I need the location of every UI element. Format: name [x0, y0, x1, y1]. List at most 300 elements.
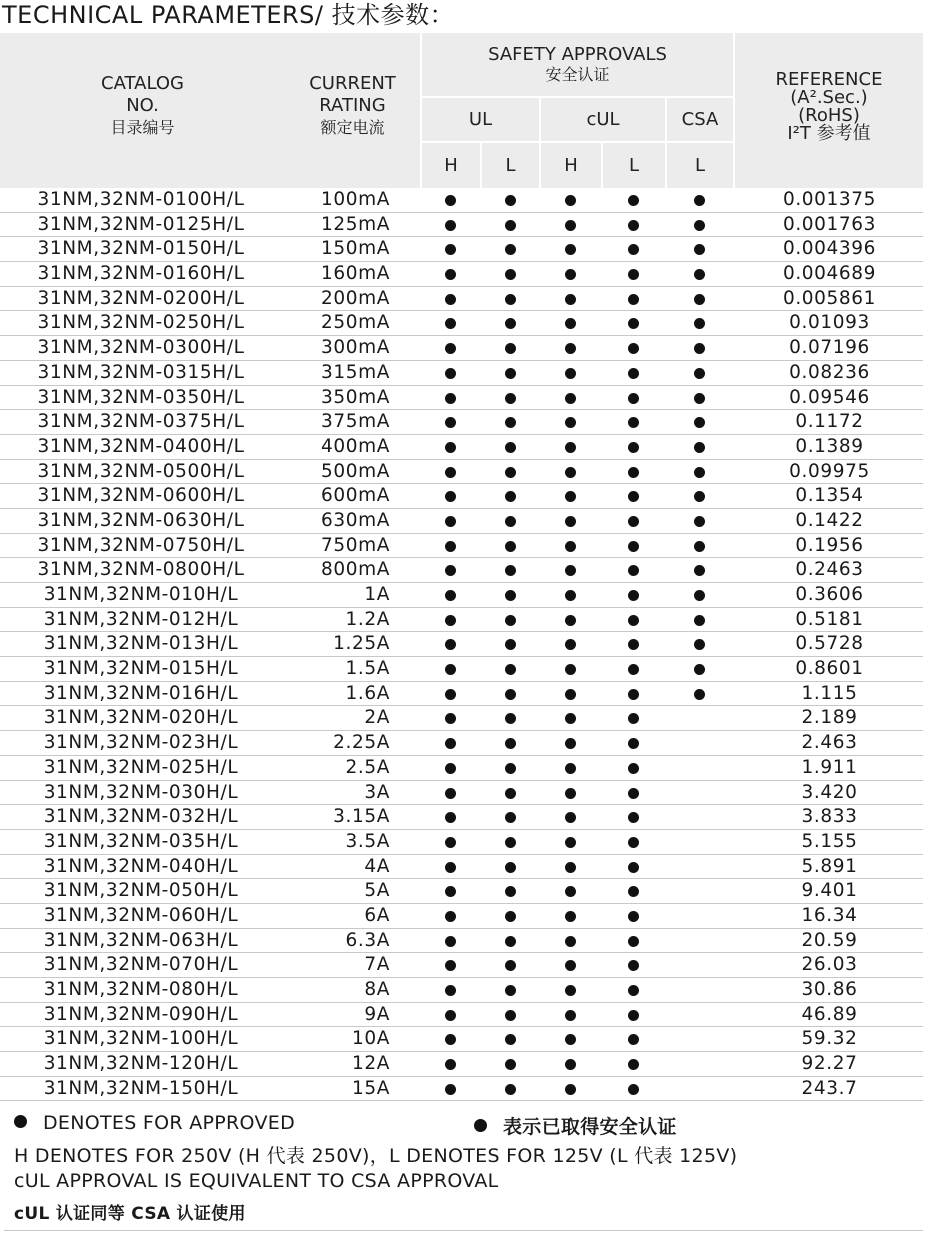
catalog-number: 31NM,32NM-0630H/L [37, 509, 245, 531]
approved-ul-l-dot-icon [505, 294, 516, 305]
approved-cul-l-dot-icon [628, 911, 639, 922]
approved-cul-h-dot-icon [565, 244, 576, 255]
approved-csa-l-dot-icon [694, 639, 705, 650]
approved-ul-l-dot-icon [505, 713, 516, 724]
table-row [0, 213, 923, 238]
i2t-reference: 0.01093 [789, 312, 870, 334]
approved-dot-icon [474, 1119, 487, 1132]
i2t-reference: 3.420 [801, 781, 858, 803]
catalog-number: 31NM,32NM-012H/L [43, 608, 239, 630]
current-rating: 12A [352, 1053, 390, 1075]
current-rating: 630mA [321, 509, 390, 531]
catalog-number: 31NM,32NM-0750H/L [37, 534, 245, 556]
approved-ul-h-dot-icon [445, 1034, 456, 1045]
approved-cul-h-dot-icon [565, 763, 576, 774]
approved-ul-l-dot-icon [505, 639, 516, 650]
catalog-number: 31NM,32NM-030H/L [43, 781, 239, 803]
table-row [0, 583, 923, 608]
header-ul-h: H [444, 154, 458, 176]
approved-ul-h-dot-icon [445, 689, 456, 700]
approved-csa-l-dot-icon [694, 343, 705, 354]
i2t-reference: 3.833 [801, 806, 858, 828]
approved-cul-l-dot-icon [628, 985, 639, 996]
catalog-number: 31NM,32NM-0200H/L [37, 287, 245, 309]
approved-cul-l-dot-icon [628, 343, 639, 354]
catalog-number: 31NM,32NM-035H/L [43, 830, 239, 852]
table-row [0, 929, 923, 954]
approved-ul-l-dot-icon [505, 244, 516, 255]
table-row [0, 781, 923, 806]
approved-cul-h-dot-icon [565, 491, 576, 502]
table-row [0, 237, 923, 262]
i2t-reference: 0.1172 [795, 411, 864, 433]
approved-ul-h-dot-icon [445, 541, 456, 552]
table-row [0, 657, 923, 682]
approved-ul-l-dot-icon [505, 886, 516, 897]
current-rating: 250mA [321, 312, 390, 334]
catalog-number: 31NM,32NM-0800H/L [37, 559, 245, 581]
approved-ul-h-dot-icon [445, 985, 456, 996]
table-row [0, 731, 923, 756]
approved-cul-l-dot-icon [628, 516, 639, 527]
current-rating: 2.25A [333, 732, 390, 754]
approved-ul-h-dot-icon [445, 269, 456, 280]
i2t-reference: 0.2463 [795, 559, 864, 581]
table-row [0, 1003, 923, 1028]
header-current [285, 73, 420, 139]
current-rating: 4A [364, 855, 390, 877]
current-rating: 125mA [321, 213, 390, 235]
approved-cul-h-dot-icon [565, 393, 576, 404]
approved-ul-h-dot-icon [445, 368, 456, 379]
i2t-reference: 2.463 [801, 732, 858, 754]
catalog-number: 31NM,32NM-0400H/L [37, 435, 245, 457]
i2t-reference: 0.5181 [795, 608, 864, 630]
approved-cul-h-dot-icon [565, 862, 576, 873]
header-cul-l: L [628, 154, 640, 176]
catalog-number: 31NM,32NM-0150H/L [37, 238, 245, 260]
approved-ul-l-dot-icon [505, 1010, 516, 1021]
approved-cul-h-dot-icon [565, 738, 576, 749]
approved-ul-l-dot-icon [505, 195, 516, 206]
header-ul-l: L [505, 154, 516, 176]
approved-cul-l-dot-icon [628, 936, 639, 947]
approved-cul-l-dot-icon [628, 244, 639, 255]
i2t-reference: 1.911 [801, 756, 858, 778]
table-row [0, 632, 923, 657]
approved-ul-l-dot-icon [505, 590, 516, 601]
table-row [0, 879, 923, 904]
header-cul-h: H [564, 154, 578, 176]
current-rating: 1.6A [345, 682, 390, 704]
catalog-number: 31NM,32NM-070H/L [43, 954, 239, 976]
catalog-number: 31NM,32NM-023H/L [43, 732, 239, 754]
current-rating: 3.5A [345, 830, 390, 852]
header-current-zh: 额定电流 [320, 118, 385, 137]
approved-csa-l-dot-icon [694, 689, 705, 700]
table-row [0, 386, 923, 411]
header-cul: cUL [586, 108, 620, 130]
approved-csa-l-dot-icon [694, 467, 705, 478]
approved-ul-h-dot-icon [445, 837, 456, 848]
current-rating: 1A [364, 584, 390, 605]
legend-approved-en: DENOTES FOR APPROVED [43, 1112, 296, 1134]
approved-ul-h-dot-icon [445, 886, 456, 897]
i2t-reference: 9.401 [801, 880, 858, 902]
approved-csa-l-dot-icon [694, 244, 705, 255]
approved-ul-l-dot-icon [505, 343, 516, 354]
i2t-reference: 0.08236 [789, 361, 870, 383]
approved-ul-l-dot-icon [505, 417, 516, 428]
approved-cul-h-dot-icon [565, 788, 576, 799]
approved-csa-l-dot-icon [694, 516, 705, 527]
table-body [0, 188, 923, 1101]
approved-ul-h-dot-icon [445, 639, 456, 650]
approved-ul-h-dot-icon [445, 936, 456, 947]
table-header [0, 33, 923, 188]
catalog-number: 31NM,32NM-032H/L [43, 806, 239, 828]
approved-cul-l-dot-icon [628, 763, 639, 774]
approved-csa-l-dot-icon [694, 393, 705, 404]
approved-ul-l-dot-icon [505, 442, 516, 453]
i2t-reference: 0.004396 [782, 238, 877, 260]
table-row [0, 188, 923, 213]
approved-ul-h-dot-icon [445, 393, 456, 404]
i2t-reference: 59.32 [801, 1028, 858, 1050]
legend-approved-zh: 表示已取得安全认证 [503, 1116, 677, 1138]
approved-cul-l-dot-icon [628, 886, 639, 897]
catalog-number: 31NM,32NM-0250H/L [37, 312, 245, 334]
catalog-number: 31NM,32NM-020H/L [43, 707, 239, 729]
approved-cul-h-dot-icon [565, 516, 576, 527]
catalog-number: 31NM,32NM-0315H/L [37, 361, 245, 383]
catalog-number: 31NM,32NM-150H/L [43, 1077, 239, 1099]
current-rating: 160mA [321, 263, 390, 285]
approved-csa-l-dot-icon [694, 590, 705, 601]
i2t-reference: 0.09975 [789, 460, 870, 482]
current-rating: 3.15A [333, 806, 390, 828]
approved-cul-h-dot-icon [565, 837, 576, 848]
current-rating: 7A [364, 954, 390, 976]
approved-ul-h-dot-icon [445, 664, 456, 675]
approved-ul-h-dot-icon [445, 343, 456, 354]
approved-ul-l-dot-icon [505, 491, 516, 502]
approved-cul-h-dot-icon [565, 1084, 576, 1095]
i2t-reference: 0.1956 [795, 534, 864, 556]
table-row [0, 509, 923, 534]
approved-ul-l-dot-icon [505, 862, 516, 873]
i2t-reference: 1.115 [801, 682, 858, 704]
approved-cul-h-dot-icon [565, 541, 576, 552]
catalog-number: 31NM,32NM-060H/L [43, 904, 239, 926]
approved-ul-l-dot-icon [505, 911, 516, 922]
table-row [0, 756, 923, 781]
approved-ul-h-dot-icon [445, 590, 456, 601]
catalog-number: 31NM,32NM-040H/L [43, 855, 239, 877]
approved-ul-h-dot-icon [445, 1084, 456, 1095]
approved-cul-l-dot-icon [628, 664, 639, 675]
current-rating: 6.3A [345, 929, 390, 951]
i2t-reference: 92.27 [801, 1053, 858, 1075]
approved-ul-h-dot-icon [445, 1010, 456, 1021]
approved-ul-l-dot-icon [505, 985, 516, 996]
header-reference-line1: REFERENCE [775, 69, 883, 90]
approved-cul-l-dot-icon [628, 837, 639, 848]
bottom-rule [4, 1230, 923, 1231]
approved-cul-l-dot-icon [628, 294, 639, 305]
approved-cul-h-dot-icon [565, 639, 576, 650]
current-rating: 10A [352, 1028, 390, 1050]
i2t-reference: 0.001763 [782, 213, 877, 235]
approved-cul-h-dot-icon [565, 294, 576, 305]
current-rating: 3A [364, 781, 390, 803]
approved-cul-l-dot-icon [628, 318, 639, 329]
page-title: TECHNICAL PARAMETERS/ 技术参数： [2, 1, 455, 29]
approved-cul-h-dot-icon [565, 368, 576, 379]
approved-cul-l-dot-icon [628, 1034, 639, 1045]
i2t-reference: 0.1389 [795, 435, 864, 457]
header-current-en1: CURRENT [309, 73, 396, 94]
current-rating: 2.5A [345, 756, 390, 778]
catalog-number: 31NM,32NM-050H/L [43, 880, 239, 902]
catalog-number: 31NM,32NM-063H/L [43, 929, 239, 951]
approved-csa-l-dot-icon [694, 195, 705, 206]
catalog-number: 31NM,32NM-090H/L [43, 1003, 239, 1025]
approved-cul-h-dot-icon [565, 195, 576, 206]
approved-ul-h-dot-icon [445, 788, 456, 799]
approved-csa-l-dot-icon [694, 615, 705, 626]
header-catalog-en2: NO. [126, 95, 159, 116]
catalog-number: 31NM,32NM-080H/L [43, 979, 239, 1000]
i2t-reference: 26.03 [801, 954, 858, 976]
approved-cul-l-dot-icon [628, 1084, 639, 1095]
header-catalog-zh: 目录编号 [110, 118, 175, 137]
catalog-number: 31NM,32NM-0100H/L [37, 189, 245, 210]
catalog-number: 31NM,32NM-0160H/L [37, 263, 245, 285]
approved-cul-h-dot-icon [565, 1034, 576, 1045]
header-reference-line2: (A².Sec.) [790, 87, 868, 108]
approved-cul-l-dot-icon [628, 1010, 639, 1021]
table-row [0, 904, 923, 929]
approved-csa-l-dot-icon [694, 269, 705, 280]
i2t-reference: 0.09546 [789, 386, 870, 408]
approved-cul-l-dot-icon [628, 788, 639, 799]
i2t-reference: 0.07196 [789, 337, 870, 359]
approved-csa-l-dot-icon [694, 294, 705, 305]
i2t-reference: 0.1354 [795, 485, 864, 507]
approved-ul-l-dot-icon [505, 664, 516, 675]
i2t-reference: 0.1422 [795, 509, 864, 531]
table-row [0, 855, 923, 880]
header-catalog-en1: CATALOG [101, 73, 184, 94]
approved-ul-l-dot-icon [505, 788, 516, 799]
approved-ul-l-dot-icon [505, 1034, 516, 1045]
table-row [0, 410, 923, 435]
i2t-reference: 0.5728 [795, 633, 864, 655]
table-row [0, 682, 923, 707]
approved-cul-l-dot-icon [628, 1059, 639, 1070]
approved-cul-l-dot-icon [628, 689, 639, 700]
catalog-number: 31NM,32NM-0350H/L [37, 386, 245, 408]
current-rating: 8A [364, 979, 390, 1000]
approved-ul-h-dot-icon [445, 862, 456, 873]
approved-ul-l-dot-icon [505, 738, 516, 749]
table-row [0, 287, 923, 312]
approved-cul-l-dot-icon [628, 812, 639, 823]
approved-csa-l-dot-icon [694, 417, 705, 428]
approved-csa-l-dot-icon [694, 541, 705, 552]
approved-cul-h-dot-icon [565, 936, 576, 947]
approved-cul-l-dot-icon [628, 615, 639, 626]
approved-ul-l-dot-icon [505, 516, 516, 527]
approved-cul-h-dot-icon [565, 467, 576, 478]
current-rating: 1.2A [345, 608, 390, 630]
current-rating: 750mA [321, 534, 390, 556]
legend-approved [14, 1112, 295, 1134]
approved-cul-h-dot-icon [565, 269, 576, 280]
catalog-number: 31NM,32NM-016H/L [43, 682, 239, 704]
catalog-number: 31NM,32NM-0300H/L [37, 337, 245, 359]
current-rating: 6A [364, 904, 390, 926]
approved-ul-h-dot-icon [445, 911, 456, 922]
approved-ul-l-dot-icon [505, 837, 516, 848]
approved-ul-l-dot-icon [505, 467, 516, 478]
header-safety-en: SAFETY APPROVALS [488, 44, 667, 65]
header-reference-line3: (RoHS) [798, 105, 860, 126]
approved-ul-h-dot-icon [445, 318, 456, 329]
table-row [0, 706, 923, 731]
i2t-reference: 5.155 [801, 830, 858, 852]
approved-ul-l-dot-icon [505, 960, 516, 971]
approved-cul-l-dot-icon [628, 862, 639, 873]
i2t-reference: 30.86 [801, 979, 858, 1000]
approved-ul-l-dot-icon [505, 812, 516, 823]
approved-cul-h-dot-icon [565, 615, 576, 626]
table-row [0, 484, 923, 509]
approved-csa-l-dot-icon [694, 318, 705, 329]
catalog-number: 31NM,32NM-025H/L [43, 756, 239, 778]
approved-cul-h-dot-icon [565, 713, 576, 724]
header-csa: CSA [681, 108, 719, 130]
approved-ul-l-dot-icon [505, 318, 516, 329]
approved-cul-l-dot-icon [628, 639, 639, 650]
catalog-number: 31NM,32NM-010H/L [43, 584, 239, 605]
i2t-reference: 16.34 [801, 904, 858, 926]
table-row [0, 608, 923, 633]
i2t-reference: 0.004689 [782, 263, 877, 285]
i2t-reference: 2.189 [801, 707, 858, 729]
approved-ul-l-dot-icon [505, 689, 516, 700]
table-row [0, 978, 923, 1003]
approved-ul-l-dot-icon [505, 368, 516, 379]
approved-ul-l-dot-icon [505, 393, 516, 404]
i2t-reference: 5.891 [801, 855, 858, 877]
current-rating: 350mA [321, 386, 390, 408]
approved-cul-h-dot-icon [565, 318, 576, 329]
approved-csa-l-dot-icon [694, 491, 705, 502]
table-row [0, 336, 923, 361]
approved-csa-l-dot-icon [694, 565, 705, 576]
catalog-number: 31NM,32NM-0600H/L [37, 485, 245, 507]
catalog-number: 31NM,32NM-0500H/L [37, 460, 245, 482]
table-row [0, 953, 923, 978]
approved-ul-l-dot-icon [505, 565, 516, 576]
approved-ul-h-dot-icon [445, 960, 456, 971]
approved-cul-l-dot-icon [628, 442, 639, 453]
approved-ul-h-dot-icon [445, 467, 456, 478]
legend-equivalence-en: cUL APPROVAL IS EQUIVALENT TO CSA APPROVAL [14, 1170, 499, 1192]
approved-cul-l-dot-icon [628, 565, 639, 576]
table-row [0, 1077, 923, 1102]
approved-cul-l-dot-icon [628, 491, 639, 502]
approved-cul-h-dot-icon [565, 812, 576, 823]
approved-ul-h-dot-icon [445, 442, 456, 453]
current-rating: 15A [352, 1077, 390, 1099]
approved-cul-l-dot-icon [628, 467, 639, 478]
current-rating: 800mA [321, 559, 390, 581]
approved-cul-h-dot-icon [565, 985, 576, 996]
current-rating: 2A [364, 707, 390, 729]
current-rating: 400mA [321, 435, 390, 457]
approved-csa-l-dot-icon [694, 368, 705, 379]
approved-cul-l-dot-icon [628, 195, 639, 206]
approved-ul-h-dot-icon [445, 220, 456, 231]
approved-cul-h-dot-icon [565, 886, 576, 897]
catalog-number: 31NM,32NM-015H/L [43, 658, 239, 680]
table-row [0, 311, 923, 336]
table-row [0, 361, 923, 386]
current-rating: 5A [364, 880, 390, 902]
i2t-reference: 0.3606 [795, 584, 864, 605]
approved-csa-l-dot-icon [694, 664, 705, 675]
i2t-reference: 0.005861 [782, 287, 877, 309]
approved-ul-h-dot-icon [445, 516, 456, 527]
table-row [0, 435, 923, 460]
legend-voltage: H DENOTES FOR 250V (H 代表 250V)，L DENOTES FOR 125V (L 代表 125V) [14, 1145, 738, 1167]
approved-cul-l-dot-icon [628, 393, 639, 404]
header-current-en2: RATING [319, 95, 386, 116]
approved-cul-l-dot-icon [628, 960, 639, 971]
approved-cul-h-dot-icon [565, 689, 576, 700]
approved-cul-l-dot-icon [628, 713, 639, 724]
table-row [0, 460, 923, 485]
approved-cul-l-dot-icon [628, 738, 639, 749]
approved-ul-h-dot-icon [445, 812, 456, 823]
table-row [0, 262, 923, 287]
approved-cul-l-dot-icon [628, 368, 639, 379]
approved-ul-h-dot-icon [445, 738, 456, 749]
approved-cul-h-dot-icon [565, 417, 576, 428]
table-row [0, 1027, 923, 1052]
current-rating: 500mA [321, 460, 390, 482]
approved-cul-h-dot-icon [565, 590, 576, 601]
catalog-number: 31NM,32NM-0375H/L [37, 411, 245, 433]
approved-cul-l-dot-icon [628, 417, 639, 428]
approved-cul-h-dot-icon [565, 1059, 576, 1070]
approved-dot-icon [14, 1115, 27, 1128]
approved-cul-h-dot-icon [565, 1010, 576, 1021]
table-row [0, 830, 923, 855]
approved-ul-l-dot-icon [505, 615, 516, 626]
approved-ul-h-dot-icon [445, 763, 456, 774]
approved-ul-l-dot-icon [505, 763, 516, 774]
header-safety [422, 45, 733, 85]
i2t-reference: 46.89 [801, 1003, 858, 1025]
i2t-reference: 0.8601 [795, 658, 864, 680]
current-rating: 1.25A [333, 633, 390, 655]
current-rating: 315mA [321, 361, 390, 383]
approved-csa-l-dot-icon [694, 220, 705, 231]
